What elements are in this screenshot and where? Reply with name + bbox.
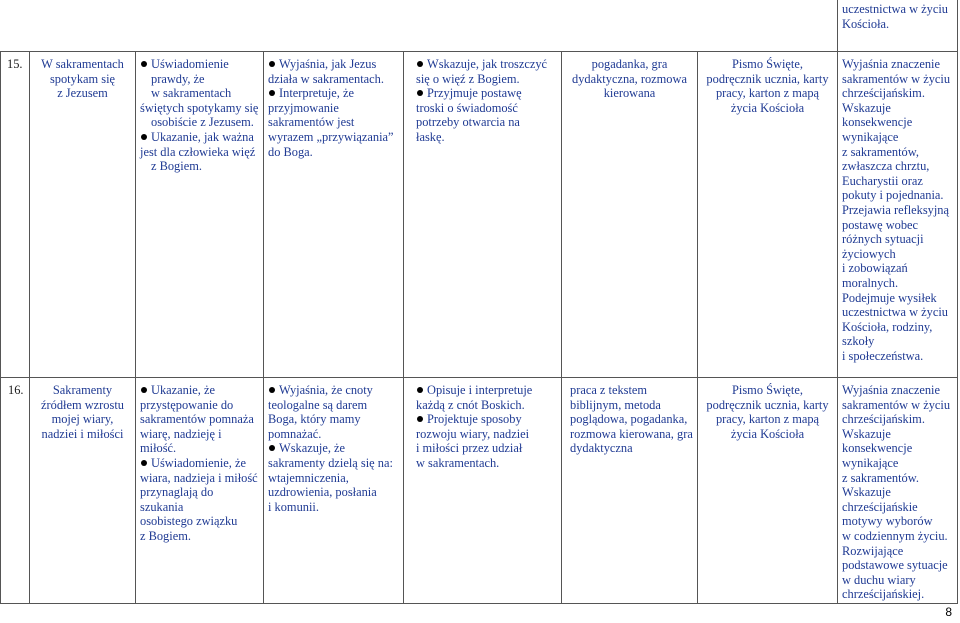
- line: Projektuje sposoby: [427, 412, 522, 427]
- achievement-line: Wskazuje: [842, 426, 891, 441]
- line: teologalne są darem: [268, 397, 368, 412]
- topic-line: z Jezusem: [57, 86, 108, 101]
- cell-skills: [404, 378, 562, 604]
- cell-achievements: [838, 52, 958, 378]
- line: Przyjmuje postawę: [427, 86, 522, 101]
- cell-topic: [30, 52, 136, 378]
- line: Ukazanie, jak ważna: [151, 129, 254, 144]
- achievement-line: chrześcijańskiej.: [842, 587, 925, 602]
- line: osobiście z Jezusem.: [151, 115, 254, 130]
- line: przyjmowanie: [268, 100, 339, 115]
- cell-aids: [698, 378, 838, 604]
- aids-line: pracy, karton z mapą: [715, 412, 820, 427]
- line: z Bogiem.: [140, 528, 191, 543]
- line: jest dla człowieka więź: [140, 144, 256, 159]
- cell-num: [0, 378, 30, 604]
- bullet-item: [416, 57, 557, 86]
- cell-blank-2: [30, 0, 838, 52]
- table-row-continuation: [0, 0, 958, 52]
- line: w sakramentach.: [416, 455, 500, 470]
- achievement-line: i społeczeństwa.: [842, 348, 924, 363]
- cell-blank-1: [0, 0, 30, 52]
- line: w sakramentach: [151, 86, 232, 101]
- line: się o więź z Bogiem.: [416, 71, 520, 86]
- line: pomnażać.: [268, 426, 322, 441]
- achievement-line: Wskazuje: [842, 100, 891, 115]
- line: Uświadomienie, że: [151, 455, 246, 470]
- achievement-line: pokuty i pojednania.: [842, 188, 944, 203]
- aids-line: Pismo Święte,: [732, 57, 803, 71]
- cell-aids: [698, 52, 838, 378]
- achievement-line: moralnych.: [842, 275, 899, 290]
- topic-line: W sakramentach: [41, 57, 124, 71]
- achievement-line: Eucharystii oraz: [842, 173, 923, 188]
- bullet-item: [416, 412, 557, 470]
- line: łaskę.: [416, 129, 445, 144]
- cell-methods: [562, 378, 698, 604]
- topic-line: spotykam się: [49, 71, 116, 86]
- line: działa w sakramentach.: [268, 71, 384, 86]
- cell-skills: [404, 52, 562, 378]
- bullet-item: [268, 57, 399, 86]
- table-row-16: [0, 378, 958, 604]
- bullet-item: [268, 86, 399, 159]
- achievement-line: Podejmuje wysiłek: [842, 290, 937, 305]
- line: prawdy, że: [151, 71, 205, 86]
- cell-attitudes: [136, 378, 264, 604]
- row-number: 16.: [8, 383, 24, 397]
- achievement-line: konsekwencje: [842, 115, 913, 130]
- line: Wyjaśnia, jak Jezus: [279, 57, 377, 71]
- cell-methods: [562, 52, 698, 378]
- table-row-15: [0, 52, 958, 378]
- bullet-item: [140, 130, 259, 174]
- line: osobistego związku: [140, 514, 238, 529]
- cell-achievements: [838, 378, 958, 604]
- bullet-item: [268, 441, 399, 514]
- line: wiarę, nadzieję i miłość.: [140, 426, 222, 456]
- line: sakramenty dzielą się na:: [268, 455, 393, 470]
- aids-line: Pismo Święte,: [732, 383, 803, 397]
- line: Boga, który mamy: [268, 412, 361, 427]
- line: wtajemniczenia,: [268, 470, 349, 485]
- bullet-item: [140, 57, 259, 130]
- achievement-line: Kościoła, rodziny,: [842, 319, 933, 334]
- line: Wyjaśnia, że cnoty: [279, 383, 373, 397]
- achievement-line: uczestnictwa w życiu: [842, 305, 948, 320]
- continuation-line-2: Kościoła.: [842, 16, 890, 31]
- achievement-line: sakramentów w życiu: [842, 71, 951, 86]
- row-number: 15.: [7, 57, 23, 71]
- methods-line: biblijnym, metoda: [570, 397, 661, 412]
- achievement-line: motywy wyborów: [842, 514, 933, 529]
- line: Wskazuje, jak troszczyć: [427, 57, 548, 71]
- bullet-item: [268, 383, 399, 441]
- topic-line: nadziei i miłości: [41, 426, 124, 441]
- achievement-line: wynikające: [842, 455, 899, 470]
- achievement-line: zwłaszcza chrztu,: [842, 159, 930, 174]
- bullet-item: [416, 383, 557, 412]
- achievement-line: różnych sytuacji: [842, 232, 924, 247]
- achievement-line: Wyjaśnia znaczenie: [842, 57, 940, 71]
- line: do Boga.: [268, 144, 313, 159]
- line: każdą z cnót Boskich.: [416, 397, 525, 412]
- bullet-item: [416, 86, 557, 144]
- line: wyrazem „przywiązania”: [268, 129, 394, 144]
- methods-line: dydaktyczna, rozmowa: [572, 71, 687, 86]
- achievement-line: chrześcijańskim.: [842, 86, 925, 101]
- achievement-line: sakramentów w życiu: [842, 397, 951, 412]
- topic-line: Sakramenty: [52, 383, 113, 397]
- methods-line: praca z tekstem: [570, 383, 648, 397]
- achievement-line: szkoły: [842, 334, 875, 349]
- cell-knowledge: [264, 378, 404, 604]
- achievement-line: z sakramentów,: [842, 144, 919, 159]
- achievement-line: i zobowiązań: [842, 261, 908, 276]
- achievement-line: Przejawia refleksyjną: [842, 202, 949, 217]
- aids-line: pracy, karton z mapą: [715, 86, 820, 101]
- topic-line: źródłem wzrostu: [41, 397, 124, 412]
- achievement-line: chrześcijańskim.: [842, 412, 925, 427]
- methods-line: rozmowa kierowana, gra: [570, 426, 693, 441]
- cell-continued-achievements: [838, 0, 958, 52]
- line: troski o świadomość: [416, 100, 518, 115]
- line: Uświadomienie: [151, 57, 229, 71]
- line: przynaglają do szukania: [140, 485, 214, 514]
- achievement-line: życiowych: [842, 246, 896, 261]
- achievement-line: konsekwencje: [842, 441, 913, 456]
- line: przystępowanie do: [140, 397, 234, 412]
- aids-line: podręcznik ucznia, karty: [706, 397, 829, 412]
- line: uzdrowienia, posłania: [268, 485, 377, 500]
- line: i komunii.: [268, 499, 319, 514]
- cell-topic: [30, 378, 136, 604]
- line: Opisuje i interpretuje: [427, 383, 533, 397]
- line: wiara, nadzieja i miłość: [140, 470, 258, 485]
- line: potrzeby otwarcia na: [416, 115, 520, 130]
- cell-attitudes: [136, 52, 264, 378]
- line: Ukazanie, że: [151, 383, 215, 397]
- page-number: 8: [945, 605, 952, 620]
- achievement-line: Rozwijające: [842, 543, 904, 558]
- continuation-line-1: uczestnictwa w życiu: [842, 2, 948, 16]
- line: rozwoju wiary, nadziei: [416, 426, 530, 441]
- achievement-line: chrześcijańskie: [842, 499, 918, 514]
- line: Interpretuje, że: [279, 86, 354, 101]
- achievement-line: wynikające: [842, 129, 899, 144]
- methods-line: dydaktyczna: [570, 441, 633, 456]
- aids-line: życia Kościoła: [730, 426, 805, 441]
- cell-num: [0, 52, 30, 378]
- aids-line: życia Kościoła: [730, 100, 805, 115]
- methods-line: pogadanka, gra: [591, 57, 668, 71]
- achievement-line: Wyjaśnia znaczenie: [842, 383, 940, 397]
- cell-knowledge: [264, 52, 404, 378]
- line: i miłości przez udział: [416, 441, 523, 456]
- methods-line: kierowana: [603, 86, 656, 101]
- achievement-line: Wskazuje: [842, 485, 891, 500]
- achievement-line: z sakramentów.: [842, 470, 919, 485]
- line: sakramentów jest: [268, 115, 355, 130]
- line: Wskazuje, że: [279, 441, 346, 456]
- line: sakramentów pomnaża: [140, 412, 254, 427]
- achievement-line: podstawowe sytuacje: [842, 558, 948, 573]
- bullet-item: [140, 383, 259, 456]
- bullet-item: [140, 456, 259, 544]
- line: świętych spotykamy się: [140, 100, 259, 115]
- achievement-line: w codziennym życiu.: [842, 528, 948, 543]
- achievement-line: postawę wobec: [842, 217, 919, 232]
- line: z Bogiem.: [151, 159, 202, 174]
- methods-line: poglądowa, pogadanka,: [570, 412, 688, 427]
- achievement-line: w duchu wiary: [842, 572, 916, 587]
- aids-line: podręcznik ucznia, karty: [706, 71, 829, 86]
- topic-line: mojej wiary,: [51, 412, 114, 427]
